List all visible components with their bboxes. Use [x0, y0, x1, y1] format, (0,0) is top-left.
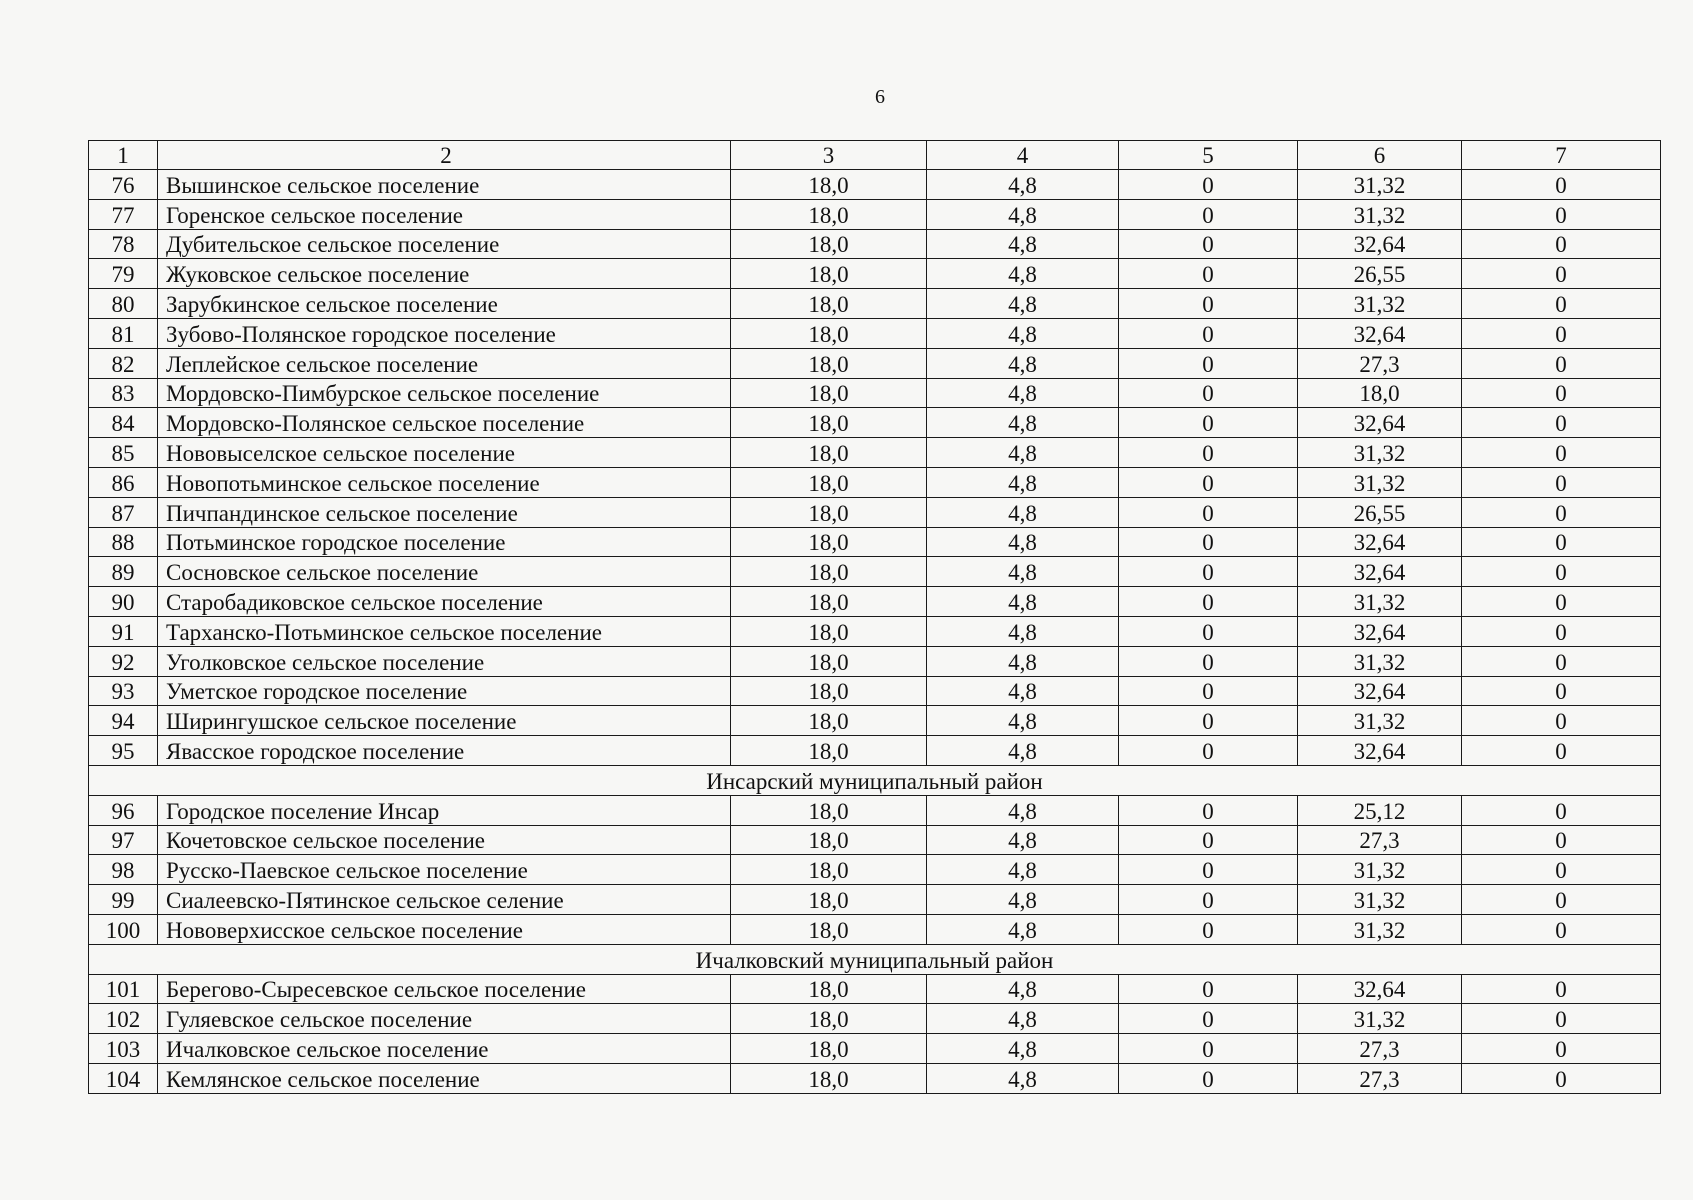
settlement-name: Гуляевское сельское поселение	[158, 1004, 731, 1034]
cell-col-6: 31,32	[1298, 467, 1462, 497]
cell-col-7: 0	[1462, 1063, 1661, 1093]
cell-col-7: 0	[1462, 318, 1661, 348]
cell-col-5: 0	[1119, 378, 1298, 408]
cell-col-4: 4,8	[927, 318, 1119, 348]
cell-col-7: 0	[1462, 676, 1661, 706]
cell-col-5: 0	[1119, 289, 1298, 319]
settlement-name: Новопотьминское сельское поселение	[158, 467, 731, 497]
row-number: 89	[89, 557, 158, 587]
table-row	[89, 646, 1661, 676]
settlement-name: Нововерхисское сельское поселение	[158, 914, 731, 944]
row-number: 102	[89, 1004, 158, 1034]
cell-col-3: 18,0	[731, 378, 927, 408]
settlement-name: Сиалеевско-Пятинское сельское селение	[158, 885, 731, 915]
cell-col-3: 18,0	[731, 825, 927, 855]
cell-col-4: 4,8	[927, 527, 1119, 557]
row-number: 79	[89, 259, 158, 289]
section-title: Инсарский муниципальный район	[89, 765, 1661, 795]
table-row	[89, 378, 1661, 408]
table-row	[89, 170, 1661, 200]
cell-col-6: 31,32	[1298, 646, 1462, 676]
cell-col-7: 0	[1462, 557, 1661, 587]
row-number: 83	[89, 378, 158, 408]
cell-col-5: 0	[1119, 318, 1298, 348]
cell-col-5: 0	[1119, 1034, 1298, 1064]
row-number: 94	[89, 706, 158, 736]
cell-col-7: 0	[1462, 914, 1661, 944]
cell-col-4: 4,8	[927, 348, 1119, 378]
cell-col-5: 0	[1119, 497, 1298, 527]
table-row	[89, 736, 1661, 766]
cell-col-6: 27,3	[1298, 825, 1462, 855]
cell-col-6: 32,64	[1298, 974, 1462, 1004]
settlement-name: Тарханско-Потьминское сельское поселение	[158, 616, 731, 646]
row-number: 95	[89, 736, 158, 766]
cell-col-3: 18,0	[731, 855, 927, 885]
settlement-name: Сосновское сельское поселение	[158, 557, 731, 587]
row-number: 98	[89, 855, 158, 885]
table-row	[89, 229, 1661, 259]
table-row	[89, 1034, 1661, 1064]
cell-col-3: 18,0	[731, 1004, 927, 1034]
cell-col-4: 4,8	[927, 557, 1119, 587]
cell-col-7: 0	[1462, 587, 1661, 617]
settlement-name: Уметское городское поселение	[158, 676, 731, 706]
cell-col-7: 0	[1462, 1004, 1661, 1034]
cell-col-5: 0	[1119, 229, 1298, 259]
row-number: 81	[89, 318, 158, 348]
cell-col-6: 31,32	[1298, 914, 1462, 944]
cell-col-4: 4,8	[927, 616, 1119, 646]
cell-col-6: 32,64	[1298, 557, 1462, 587]
column-header-5: 5	[1119, 141, 1298, 170]
table-row	[89, 408, 1661, 438]
section-header-row	[89, 944, 1661, 974]
cell-col-7: 0	[1462, 825, 1661, 855]
cell-col-7: 0	[1462, 795, 1661, 825]
settlement-name: Зарубкинское сельское поселение	[158, 289, 731, 319]
cell-col-7: 0	[1462, 646, 1661, 676]
cell-col-7: 0	[1462, 885, 1661, 915]
cell-col-5: 0	[1119, 557, 1298, 587]
cell-col-5: 0	[1119, 825, 1298, 855]
cell-col-6: 27,3	[1298, 1063, 1462, 1093]
cell-col-3: 18,0	[731, 348, 927, 378]
cell-col-5: 0	[1119, 170, 1298, 200]
settlement-name: Ширингушское сельское поселение	[158, 706, 731, 736]
cell-col-6: 31,32	[1298, 706, 1462, 736]
cell-col-6: 18,0	[1298, 378, 1462, 408]
cell-col-7: 0	[1462, 497, 1661, 527]
cell-col-5: 0	[1119, 259, 1298, 289]
table-row	[89, 676, 1661, 706]
table-row	[89, 1004, 1661, 1034]
table-row	[89, 587, 1661, 617]
cell-col-4: 4,8	[927, 229, 1119, 259]
settlement-name: Старобадиковское сельское поселение	[158, 587, 731, 617]
row-number: 82	[89, 348, 158, 378]
cell-col-4: 4,8	[927, 914, 1119, 944]
cell-col-7: 0	[1462, 1034, 1661, 1064]
cell-col-3: 18,0	[731, 1034, 927, 1064]
cell-col-7: 0	[1462, 348, 1661, 378]
cell-col-6: 32,64	[1298, 318, 1462, 348]
cell-col-4: 4,8	[927, 467, 1119, 497]
row-number: 93	[89, 676, 158, 706]
table-row	[89, 259, 1661, 289]
table-body	[89, 141, 1661, 1094]
table-row	[89, 438, 1661, 468]
cell-col-3: 18,0	[731, 706, 927, 736]
cell-col-3: 18,0	[731, 676, 927, 706]
cell-col-3: 18,0	[731, 587, 927, 617]
cell-col-6: 32,64	[1298, 408, 1462, 438]
settlement-name: Городское поселение Инсар	[158, 795, 731, 825]
cell-col-4: 4,8	[927, 259, 1119, 289]
settlement-name: Пичпандинское сельское поселение	[158, 497, 731, 527]
cell-col-5: 0	[1119, 676, 1298, 706]
cell-col-5: 0	[1119, 706, 1298, 736]
cell-col-7: 0	[1462, 259, 1661, 289]
cell-col-4: 4,8	[927, 825, 1119, 855]
row-number: 86	[89, 467, 158, 497]
cell-col-3: 18,0	[731, 289, 927, 319]
row-number: 80	[89, 289, 158, 319]
row-number: 104	[89, 1063, 158, 1093]
row-number: 91	[89, 616, 158, 646]
cell-col-3: 18,0	[731, 259, 927, 289]
row-number: 90	[89, 587, 158, 617]
cell-col-3: 18,0	[731, 646, 927, 676]
cell-col-3: 18,0	[731, 438, 927, 468]
cell-col-6: 31,32	[1298, 289, 1462, 319]
cell-col-5: 0	[1119, 348, 1298, 378]
row-number: 78	[89, 229, 158, 259]
cell-col-4: 4,8	[927, 408, 1119, 438]
cell-col-4: 4,8	[927, 676, 1119, 706]
cell-col-6: 31,32	[1298, 1004, 1462, 1034]
cell-col-3: 18,0	[731, 497, 927, 527]
cell-col-5: 0	[1119, 914, 1298, 944]
cell-col-7: 0	[1462, 467, 1661, 497]
cell-col-4: 4,8	[927, 1004, 1119, 1034]
cell-col-5: 0	[1119, 408, 1298, 438]
table-row	[89, 348, 1661, 378]
cell-col-5: 0	[1119, 616, 1298, 646]
row-number: 88	[89, 527, 158, 557]
cell-col-4: 4,8	[927, 438, 1119, 468]
cell-col-3: 18,0	[731, 736, 927, 766]
cell-col-7: 0	[1462, 289, 1661, 319]
table-row	[89, 289, 1661, 319]
cell-col-6: 32,64	[1298, 527, 1462, 557]
cell-col-3: 18,0	[731, 557, 927, 587]
cell-col-3: 18,0	[731, 885, 927, 915]
cell-col-4: 4,8	[927, 974, 1119, 1004]
table-row	[89, 557, 1661, 587]
row-number: 99	[89, 885, 158, 915]
cell-col-6: 31,32	[1298, 438, 1462, 468]
column-header-7: 7	[1462, 141, 1661, 170]
settlement-name: Зубово-Полянское городское поселение	[158, 318, 731, 348]
cell-col-7: 0	[1462, 378, 1661, 408]
cell-col-6: 32,64	[1298, 616, 1462, 646]
cell-col-7: 0	[1462, 974, 1661, 1004]
cell-col-6: 31,32	[1298, 855, 1462, 885]
settlements-table	[88, 140, 1661, 1094]
row-number: 97	[89, 825, 158, 855]
cell-col-6: 27,3	[1298, 348, 1462, 378]
row-number: 76	[89, 170, 158, 200]
cell-col-4: 4,8	[927, 289, 1119, 319]
cell-col-5: 0	[1119, 795, 1298, 825]
settlement-name: Ичалковское сельское поселение	[158, 1034, 731, 1064]
settlement-name: Мордовско-Пимбурское сельское поселение	[158, 378, 731, 408]
row-number: 87	[89, 497, 158, 527]
cell-col-3: 18,0	[731, 914, 927, 944]
settlement-name: Кемлянское сельское поселение	[158, 1063, 731, 1093]
cell-col-3: 18,0	[731, 199, 927, 229]
row-number: 77	[89, 199, 158, 229]
cell-col-3: 18,0	[731, 974, 927, 1004]
table-row	[89, 974, 1661, 1004]
cell-col-6: 25,12	[1298, 795, 1462, 825]
cell-col-6: 32,64	[1298, 229, 1462, 259]
table-row	[89, 706, 1661, 736]
table-row	[89, 318, 1661, 348]
cell-col-6: 26,55	[1298, 497, 1462, 527]
table-row	[89, 1063, 1661, 1093]
column-header-2: 2	[158, 141, 731, 170]
table-row	[89, 855, 1661, 885]
column-header-6: 6	[1298, 141, 1462, 170]
cell-col-3: 18,0	[731, 527, 927, 557]
cell-col-6: 32,64	[1298, 736, 1462, 766]
cell-col-5: 0	[1119, 467, 1298, 497]
cell-col-3: 18,0	[731, 170, 927, 200]
cell-col-4: 4,8	[927, 855, 1119, 885]
cell-col-5: 0	[1119, 974, 1298, 1004]
table-row	[89, 795, 1661, 825]
row-number: 101	[89, 974, 158, 1004]
cell-col-6: 31,32	[1298, 587, 1462, 617]
cell-col-3: 18,0	[731, 1063, 927, 1093]
settlement-name: Потьминское городское поселение	[158, 527, 731, 557]
cell-col-7: 0	[1462, 706, 1661, 736]
settlement-name: Дубительское сельское поселение	[158, 229, 731, 259]
cell-col-4: 4,8	[927, 646, 1119, 676]
cell-col-5: 0	[1119, 1004, 1298, 1034]
cell-col-3: 18,0	[731, 795, 927, 825]
column-header-3: 3	[731, 141, 927, 170]
table-row	[89, 527, 1661, 557]
cell-col-3: 18,0	[731, 318, 927, 348]
cell-col-7: 0	[1462, 736, 1661, 766]
cell-col-4: 4,8	[927, 587, 1119, 617]
cell-col-5: 0	[1119, 885, 1298, 915]
column-header-4: 4	[927, 141, 1119, 170]
table-row	[89, 199, 1661, 229]
cell-col-5: 0	[1119, 527, 1298, 557]
cell-col-6: 32,64	[1298, 676, 1462, 706]
cell-col-7: 0	[1462, 199, 1661, 229]
cell-col-5: 0	[1119, 587, 1298, 617]
settlement-name: Горенское сельское поселение	[158, 199, 731, 229]
cell-col-5: 0	[1119, 438, 1298, 468]
settlement-name: Жуковское сельское поселение	[158, 259, 731, 289]
settlement-name: Кочетовское сельское поселение	[158, 825, 731, 855]
cell-col-5: 0	[1119, 855, 1298, 885]
cell-col-5: 0	[1119, 646, 1298, 676]
row-number: 85	[89, 438, 158, 468]
table-row	[89, 825, 1661, 855]
row-number: 96	[89, 795, 158, 825]
cell-col-6: 31,32	[1298, 170, 1462, 200]
settlement-name: Нововыселское сельское поселение	[158, 438, 731, 468]
table-row	[89, 914, 1661, 944]
settlement-name: Леплейское сельское поселение	[158, 348, 731, 378]
column-header-1: 1	[89, 141, 158, 170]
settlement-name: Вышинское сельское поселение	[158, 170, 731, 200]
section-title: Ичалковский муниципальный район	[89, 944, 1661, 974]
table-row	[89, 497, 1661, 527]
cell-col-5: 0	[1119, 199, 1298, 229]
cell-col-5: 0	[1119, 1063, 1298, 1093]
cell-col-3: 18,0	[731, 467, 927, 497]
section-header-row	[89, 765, 1661, 795]
cell-col-4: 4,8	[927, 1063, 1119, 1093]
page-number: 6	[875, 86, 885, 108]
cell-col-4: 4,8	[927, 706, 1119, 736]
table-row	[89, 616, 1661, 646]
table-header-row	[89, 141, 1661, 170]
row-number: 84	[89, 408, 158, 438]
cell-col-7: 0	[1462, 855, 1661, 885]
row-number: 100	[89, 914, 158, 944]
settlement-name: Явасское городское поселение	[158, 736, 731, 766]
cell-col-7: 0	[1462, 438, 1661, 468]
cell-col-3: 18,0	[731, 616, 927, 646]
cell-col-4: 4,8	[927, 497, 1119, 527]
cell-col-7: 0	[1462, 170, 1661, 200]
cell-col-6: 31,32	[1298, 885, 1462, 915]
cell-col-4: 4,8	[927, 795, 1119, 825]
cell-col-7: 0	[1462, 616, 1661, 646]
cell-col-4: 4,8	[927, 1034, 1119, 1064]
settlement-name: Мордовско-Полянское сельское поселение	[158, 408, 731, 438]
cell-col-6: 31,32	[1298, 199, 1462, 229]
cell-col-6: 26,55	[1298, 259, 1462, 289]
cell-col-6: 27,3	[1298, 1034, 1462, 1064]
table-row	[89, 467, 1661, 497]
cell-col-7: 0	[1462, 527, 1661, 557]
row-number: 92	[89, 646, 158, 676]
row-number: 103	[89, 1034, 158, 1064]
cell-col-3: 18,0	[731, 408, 927, 438]
settlement-name: Русско-Паевское сельское поселение	[158, 855, 731, 885]
cell-col-4: 4,8	[927, 736, 1119, 766]
cell-col-4: 4,8	[927, 885, 1119, 915]
cell-col-7: 0	[1462, 408, 1661, 438]
cell-col-4: 4,8	[927, 170, 1119, 200]
settlement-name: Берегово-Сыресевское сельское поселение	[158, 974, 731, 1004]
cell-col-4: 4,8	[927, 199, 1119, 229]
cell-col-5: 0	[1119, 736, 1298, 766]
settlement-name: Уголковское сельское поселение	[158, 646, 731, 676]
table-row	[89, 885, 1661, 915]
cell-col-4: 4,8	[927, 378, 1119, 408]
cell-col-7: 0	[1462, 229, 1661, 259]
cell-col-3: 18,0	[731, 229, 927, 259]
